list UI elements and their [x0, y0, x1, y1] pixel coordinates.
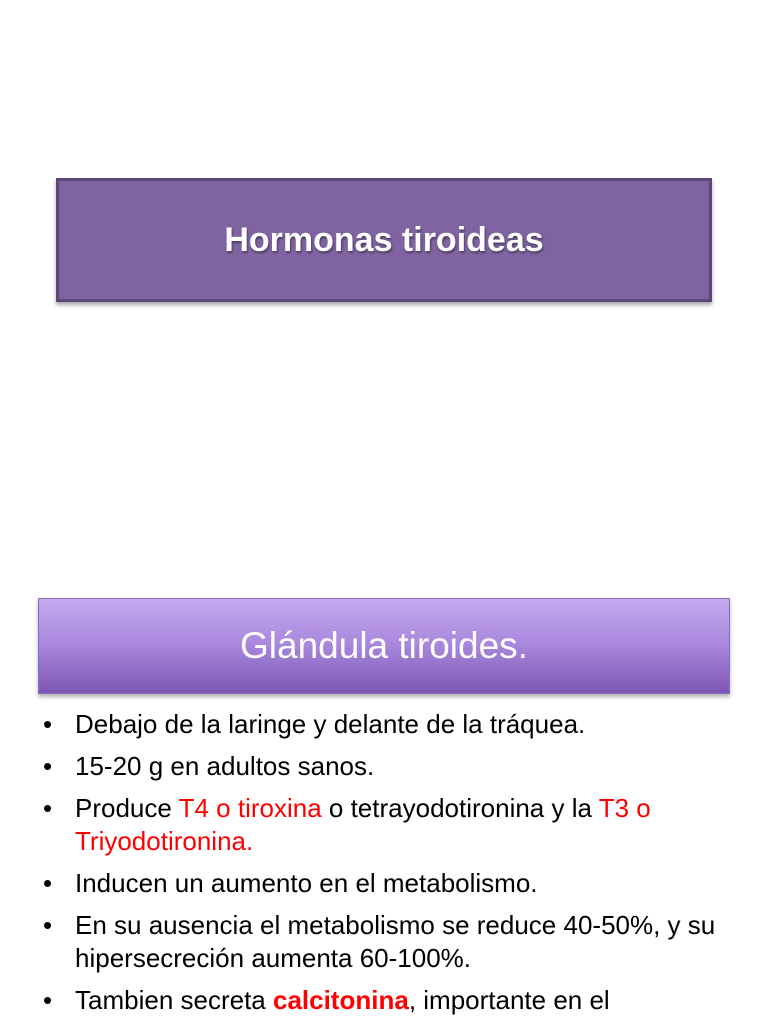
- bullet-text: Inducen un aumento en el metabolismo.: [75, 868, 538, 898]
- bullet-text: o tetrayodotironina y la: [321, 793, 599, 823]
- bullet-text: Produce: [75, 793, 179, 823]
- bullet-item: [42, 867, 732, 900]
- bullet-item: [42, 750, 732, 783]
- bullet-item: [42, 984, 732, 1017]
- slide-title: Hormonas tiroideas: [224, 220, 544, 259]
- bullet-text: En su ausencia el metabolismo se reduce 40-50%, y su hipersecreción aumenta 60-100%.: [75, 910, 716, 973]
- bullet-list: [42, 708, 732, 1026]
- highlight-calcitonina: calcitonina: [272, 985, 409, 1015]
- bullet-item: [42, 708, 732, 741]
- highlight-t4: T4 o tiroxina: [178, 793, 322, 823]
- title-card: [56, 178, 712, 302]
- bullet-text: Debajo de la laringe y delante de la tráquea.: [75, 709, 586, 739]
- bullet-item: [42, 792, 732, 858]
- highlight-t3: T3 o Triyodotironina.: [75, 793, 651, 856]
- bullet-text: Tambien secreta: [75, 985, 273, 1015]
- bullet-text: , importante en el: [408, 985, 610, 1015]
- section-title: Glándula tiroides.: [240, 625, 528, 666]
- section-header: [38, 598, 730, 694]
- bullet-text: 15-20 g en adultos sanos.: [75, 751, 375, 781]
- bullet-item: [42, 909, 732, 975]
